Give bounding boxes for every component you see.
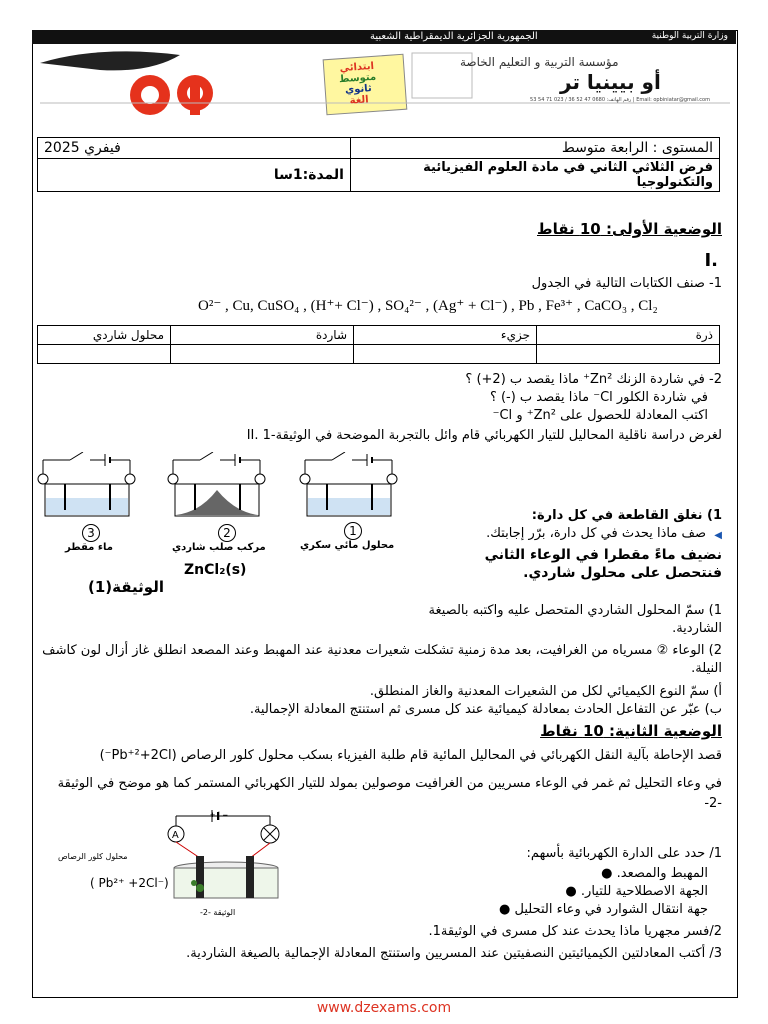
section2-heading: الوضعية الثانية: 10 نقاط — [540, 722, 722, 740]
footer-link[interactable]: www.dzexams.com — [316, 1000, 452, 1016]
doc-num: 2 — [218, 524, 236, 542]
badge-line: ثانوي — [344, 83, 373, 96]
svg-text:A: A — [172, 830, 179, 841]
q-close: 1) نغلق القاطعة في كل دارة: — [531, 508, 722, 523]
label-distilled: ماء مقطر — [65, 542, 113, 553]
part-I: I. — [704, 250, 718, 271]
q-close-sub: صف ماذا يحدث في كل دارة، برّر إجابتك. — [486, 526, 706, 541]
q2c-text: اكتب المعادلة للحصول على Zn²⁺ و Cl⁻ — [492, 408, 708, 423]
info-table — [37, 137, 720, 192]
level-cell: المستوى : الرابعة متوسط — [351, 138, 720, 159]
badge-line: متوسط — [338, 71, 377, 86]
brand-name: أو بيينيا تر — [560, 70, 661, 94]
badge-line: الغة — [349, 94, 369, 107]
section1-heading: الوضعية الأولى: 10 نقاط — [537, 220, 722, 238]
col-solution: محلول شاردي — [38, 326, 171, 345]
fig-label: محلول كلور الرصاص — [58, 852, 128, 861]
sec2-bullet: المهبط والمصعد. ● — [601, 866, 708, 881]
circuit-3 — [38, 452, 135, 516]
col-ion: شاردة — [171, 326, 354, 345]
sec2-q3: 3/ أكتب المعادلتين الكيميائيتين النصفيتين عند المسريين واستنتج المعادلة الإجمالية بالصيغة الشاردية. — [186, 946, 722, 961]
badge-text — [327, 60, 390, 108]
circuit-1 — [300, 452, 397, 516]
q-s1: 1) سمّ المحلول الشاردي المتحصل عليه واكتبه بالصيغة الشاردية. — [428, 603, 722, 636]
formula-list: O²⁻ , Cu, CuSO₄ , (H⁺+ Cl⁻) , SO₄²⁻ , (Ag⁺ + Cl⁻) , Pb , Fe³⁺ , CaCO₃ , Cl₂ — [198, 298, 658, 314]
sec2-p2: في وعاء التحليل ثم غمر في الوعاء مسريين من الغرافيت موصولين بمولد للتيار الكهربائي المستمر كما هو موضح في الوثيقة -2- — [57, 776, 722, 811]
col-atom: ذرة — [537, 326, 720, 345]
republic-text: الجمهورية الجزائرية الديمقراطية الشعبية — [370, 31, 538, 42]
q2a-text: 2- في شاردة الزنك Zn²⁺ ماذا يقصد ب (2+) ؟ — [465, 372, 722, 387]
col-molecule: جزيء — [354, 326, 537, 345]
label-sugar: محلول مائي سكري — [300, 540, 395, 551]
sec2-bullet: جهة انتقال الشوارد في وعاء التحليل ● — [499, 902, 708, 917]
classification-table — [37, 325, 720, 364]
sec2-q2: 2/فسر مجهريا ماذا يحدث عند كل مسرى في الوثيقة1. — [428, 924, 722, 939]
triangle-icon: ◀ — [714, 530, 722, 541]
answer-cell[interactable] — [537, 345, 720, 364]
answer-cell[interactable] — [38, 345, 171, 364]
date-cell: فيفري 2025 — [38, 138, 351, 159]
bullet-text: المهبط والمصعد. — [616, 866, 708, 881]
q-s2: 2) الوعاء ② مسرياه من الغرافيت، بعد مدة زمنية تشكلت شعيرات معدنية عند المهبط وعند المصعد انطلق غاز أزال لون كاشف النيلة. — [42, 643, 722, 676]
sec2-p1: قصد الإحاطة بآلية النقل الكهربائي في المحاليل المائية قام طلبة الفيزياء بسكب محلول كلور الرصاص (Pb⁺²+2Cl⁻) — [99, 748, 722, 763]
duration-cell: المدة:1سا — [38, 159, 351, 192]
fig-formula: ( Pb²⁺ +2Cl⁻) — [90, 876, 169, 890]
doc-num: 1 — [344, 522, 362, 540]
sec2-q1: 1/ حدد على الدارة الكهربائية بأسهم: — [526, 846, 722, 861]
q1-text: 1- صنف الكتابات التالية في الجدول — [531, 276, 722, 291]
bullet-text: الجهة الاصطلاحية للتيار. — [580, 884, 708, 899]
zncl2-label: ZnCl₂(s) — [184, 562, 247, 578]
q2b-text: في شاردة الكلور Cl⁻ ماذا يقصد ب (-) ؟ — [489, 390, 708, 405]
part2-text: II. لغرض دراسة ناقلية المحاليل للتيار الكهربائي قام وائل بالتجربة الموضحة في الوثيقة-1 — [246, 428, 722, 443]
institution-text: مؤسسة التربية و التعليم الخاصة — [460, 55, 619, 69]
bullet-text: جهة انتقال الشوارد في وعاء التحليل — [514, 902, 708, 917]
label-ionic-solid: مركب صلب شاردي — [172, 542, 266, 553]
contact-line: رقم الهاتف: 0680 47 52 36 / 023 71 54 53 | Email: opbiniatar@gmail.com — [530, 97, 710, 103]
sec2-bullet: الجهة الاصطلاحية للتيار. ● — [565, 884, 708, 899]
q-a: أ) سمّ النوع الكيميائي لكل من الشعيرات المعدنية والغاز المنطلق. — [369, 684, 722, 699]
badge-line: ابتدائي — [339, 60, 375, 75]
circuit-2 — [168, 452, 265, 516]
doc-num: 3 — [82, 524, 100, 542]
doc1-circuits — [35, 452, 415, 522]
ministry-text: وزارة التربية الوطنية — [651, 31, 728, 41]
doc1-title: الوثيقة(1) — [88, 578, 164, 596]
fig-caption: الوثيقة -2- — [200, 908, 236, 917]
title-cell: فرض الثلاثي الثاني في مادة العلوم الفيزيائية والتكنولوجيا — [351, 159, 720, 192]
q-b: ب) عبّر عن التفاعل الحادث بمعادلة كيميائية عند كل مسرى ثم استنتج المعادلة الإجمالية. — [249, 702, 722, 717]
svg-text:+ | −: + | − — [210, 810, 228, 820]
q-add: نضيف ماءً مقطرا في الوعاء الثاني فنتحصل على محلول شاردي. — [484, 547, 722, 581]
doc2-circuit — [150, 808, 310, 918]
answer-cell[interactable] — [171, 345, 354, 364]
answer-cell[interactable] — [354, 345, 537, 364]
